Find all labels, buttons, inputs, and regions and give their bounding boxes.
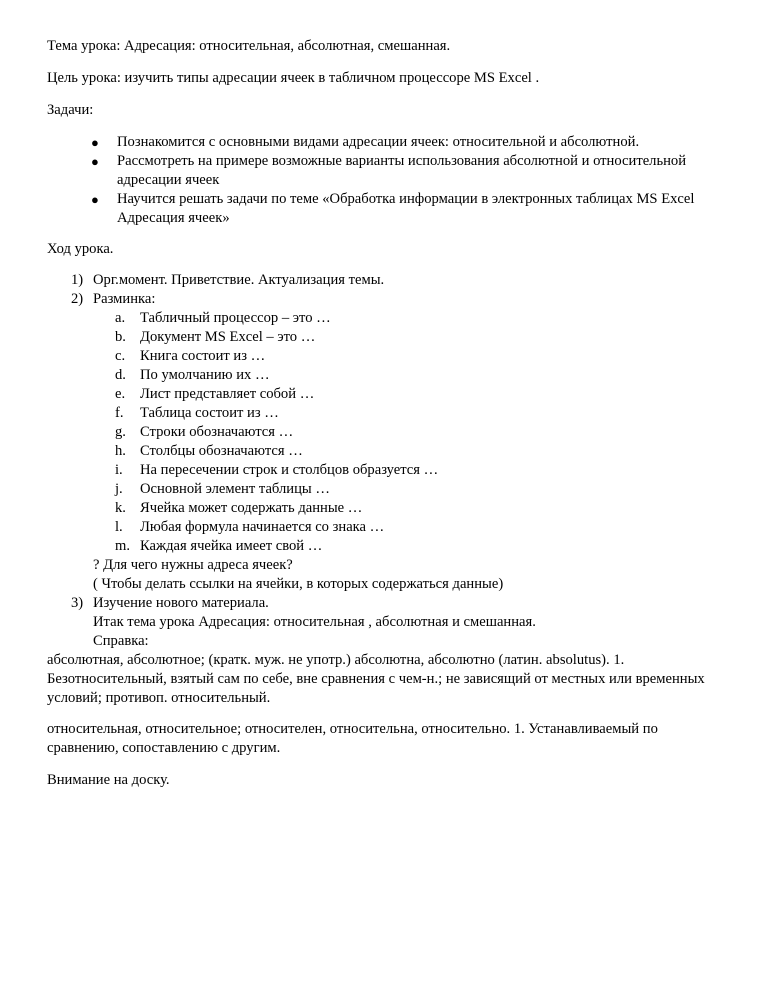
task-text: Познакомится с основными видами адресации ячеек: относительной и абсолютной. bbox=[117, 134, 640, 150]
bullet-icon: ● bbox=[91, 135, 99, 150]
warmup-item bbox=[93, 423, 727, 442]
warmup-text: Таблица состоит из … bbox=[140, 405, 279, 421]
lesson-plan-heading: Ход урока. bbox=[47, 241, 114, 257]
bullet-icon: ● bbox=[91, 192, 99, 207]
warmup-letter: j. bbox=[115, 481, 123, 497]
reference-label: Справка: bbox=[93, 633, 149, 649]
warmup-letter: d. bbox=[115, 367, 126, 383]
warmup-text: По умолчанию их … bbox=[140, 367, 270, 383]
warmup-text: Табличный процессор – это … bbox=[140, 310, 331, 326]
warmup-letter: c. bbox=[115, 348, 126, 364]
warmup-item bbox=[93, 518, 727, 537]
lesson-goal: Цель урока: изучить типы адресации ячеек в табличном процессоре MS Excel . bbox=[47, 70, 540, 86]
warmup-text: Каждая ячейка имеет свой … bbox=[140, 538, 323, 554]
lesson-steps bbox=[47, 271, 727, 708]
warmup-text: Книга состоит из … bbox=[140, 348, 266, 364]
warmup-text: Основной элемент таблицы … bbox=[140, 481, 330, 497]
warmup-text: Строки обозначаются … bbox=[140, 424, 294, 440]
relative-definition: относительная, относительное; относителен, относительна, относительно. 1. Устанавливаемый по сравнению, сопоставлению с другим. bbox=[47, 721, 658, 756]
warmup-item bbox=[93, 461, 727, 480]
warmup-letter: i. bbox=[115, 462, 123, 478]
warmup-item bbox=[93, 309, 727, 328]
step-item bbox=[47, 290, 727, 594]
step-text: Разминка: bbox=[93, 291, 156, 307]
warmup-letter: l. bbox=[115, 519, 123, 535]
warmup-text: Ячейка может содержать данные … bbox=[140, 500, 363, 516]
board-note: Внимание на доску. bbox=[47, 772, 170, 788]
warmup-item bbox=[93, 404, 727, 423]
warmup-letter: f. bbox=[115, 405, 124, 421]
warmup-answer: ( Чтобы делать ссылки на ячейки, в которых содержаться данные) bbox=[93, 576, 504, 592]
step-item bbox=[47, 271, 727, 290]
warmup-text: На пересечении строк и столбцов образуется … bbox=[140, 462, 439, 478]
tasks-heading: Задачи: bbox=[47, 102, 94, 118]
step-number: 1) bbox=[71, 272, 84, 288]
step-number: 3) bbox=[71, 595, 84, 611]
warmup-item bbox=[93, 480, 727, 499]
step-text: Изучение нового материала. bbox=[93, 595, 269, 611]
step-text: Орг.момент. Приветствие. Актуализация темы. bbox=[93, 272, 385, 288]
step-number: 2) bbox=[71, 291, 84, 307]
warmup-letter: g. bbox=[115, 424, 126, 440]
task-item bbox=[47, 152, 727, 190]
warmup-text: Документ MS Excel – это … bbox=[140, 329, 316, 345]
task-text: Научится решать задачи по теме «Обработка информации в электронных таблицах MS Excel Адресация ячеек» bbox=[117, 191, 695, 226]
warmup-letter: b. bbox=[115, 329, 126, 345]
absolute-definition: абсолютная, абсолютное; (кратк. муж. не употр.) абсолютна, абсолютно (латин. absolutus). 1. Безотносительный, взятый сам по себе, вне сравнения с чем-н.; не зависящий от местных или временных условий; противоп. относительный. bbox=[47, 652, 705, 706]
task-text: Рассмотреть на примере возможные варианты использования абсолютной и относительной адресации ячеек bbox=[117, 153, 687, 188]
tasks-list bbox=[47, 133, 727, 228]
warmup-letter: h. bbox=[115, 443, 126, 459]
bullet-icon: ● bbox=[91, 154, 99, 169]
warmup-letter: m. bbox=[115, 538, 130, 554]
warmup-item bbox=[93, 537, 727, 556]
warmup-text: Столбцы обозначаются … bbox=[140, 443, 303, 459]
new-material-intro: Итак тема урока Адресация: относительная , абсолютная и смешанная. bbox=[93, 614, 536, 630]
warmup-letter: e. bbox=[115, 386, 126, 402]
warmup-letter: a. bbox=[115, 310, 126, 326]
warmup-item bbox=[93, 442, 727, 461]
task-item bbox=[47, 133, 727, 152]
document-page bbox=[47, 37, 727, 790]
warmup-text: Любая формула начинается со знака … bbox=[140, 519, 385, 535]
task-item bbox=[47, 190, 727, 228]
warmup-item bbox=[93, 385, 727, 404]
warmup-letter: k. bbox=[115, 500, 126, 516]
step-item bbox=[47, 594, 727, 708]
lesson-topic: Тема урока: Адресация: относительная, абсолютная, смешанная. bbox=[47, 38, 451, 54]
warmup-list bbox=[93, 309, 727, 556]
warmup-item bbox=[93, 366, 727, 385]
warmup-text: Лист представляет собой … bbox=[140, 386, 315, 402]
warmup-item bbox=[93, 347, 727, 366]
warmup-item bbox=[93, 499, 727, 518]
warmup-question: ? Для чего нужны адреса ячеек? bbox=[93, 557, 293, 573]
warmup-item bbox=[93, 328, 727, 347]
